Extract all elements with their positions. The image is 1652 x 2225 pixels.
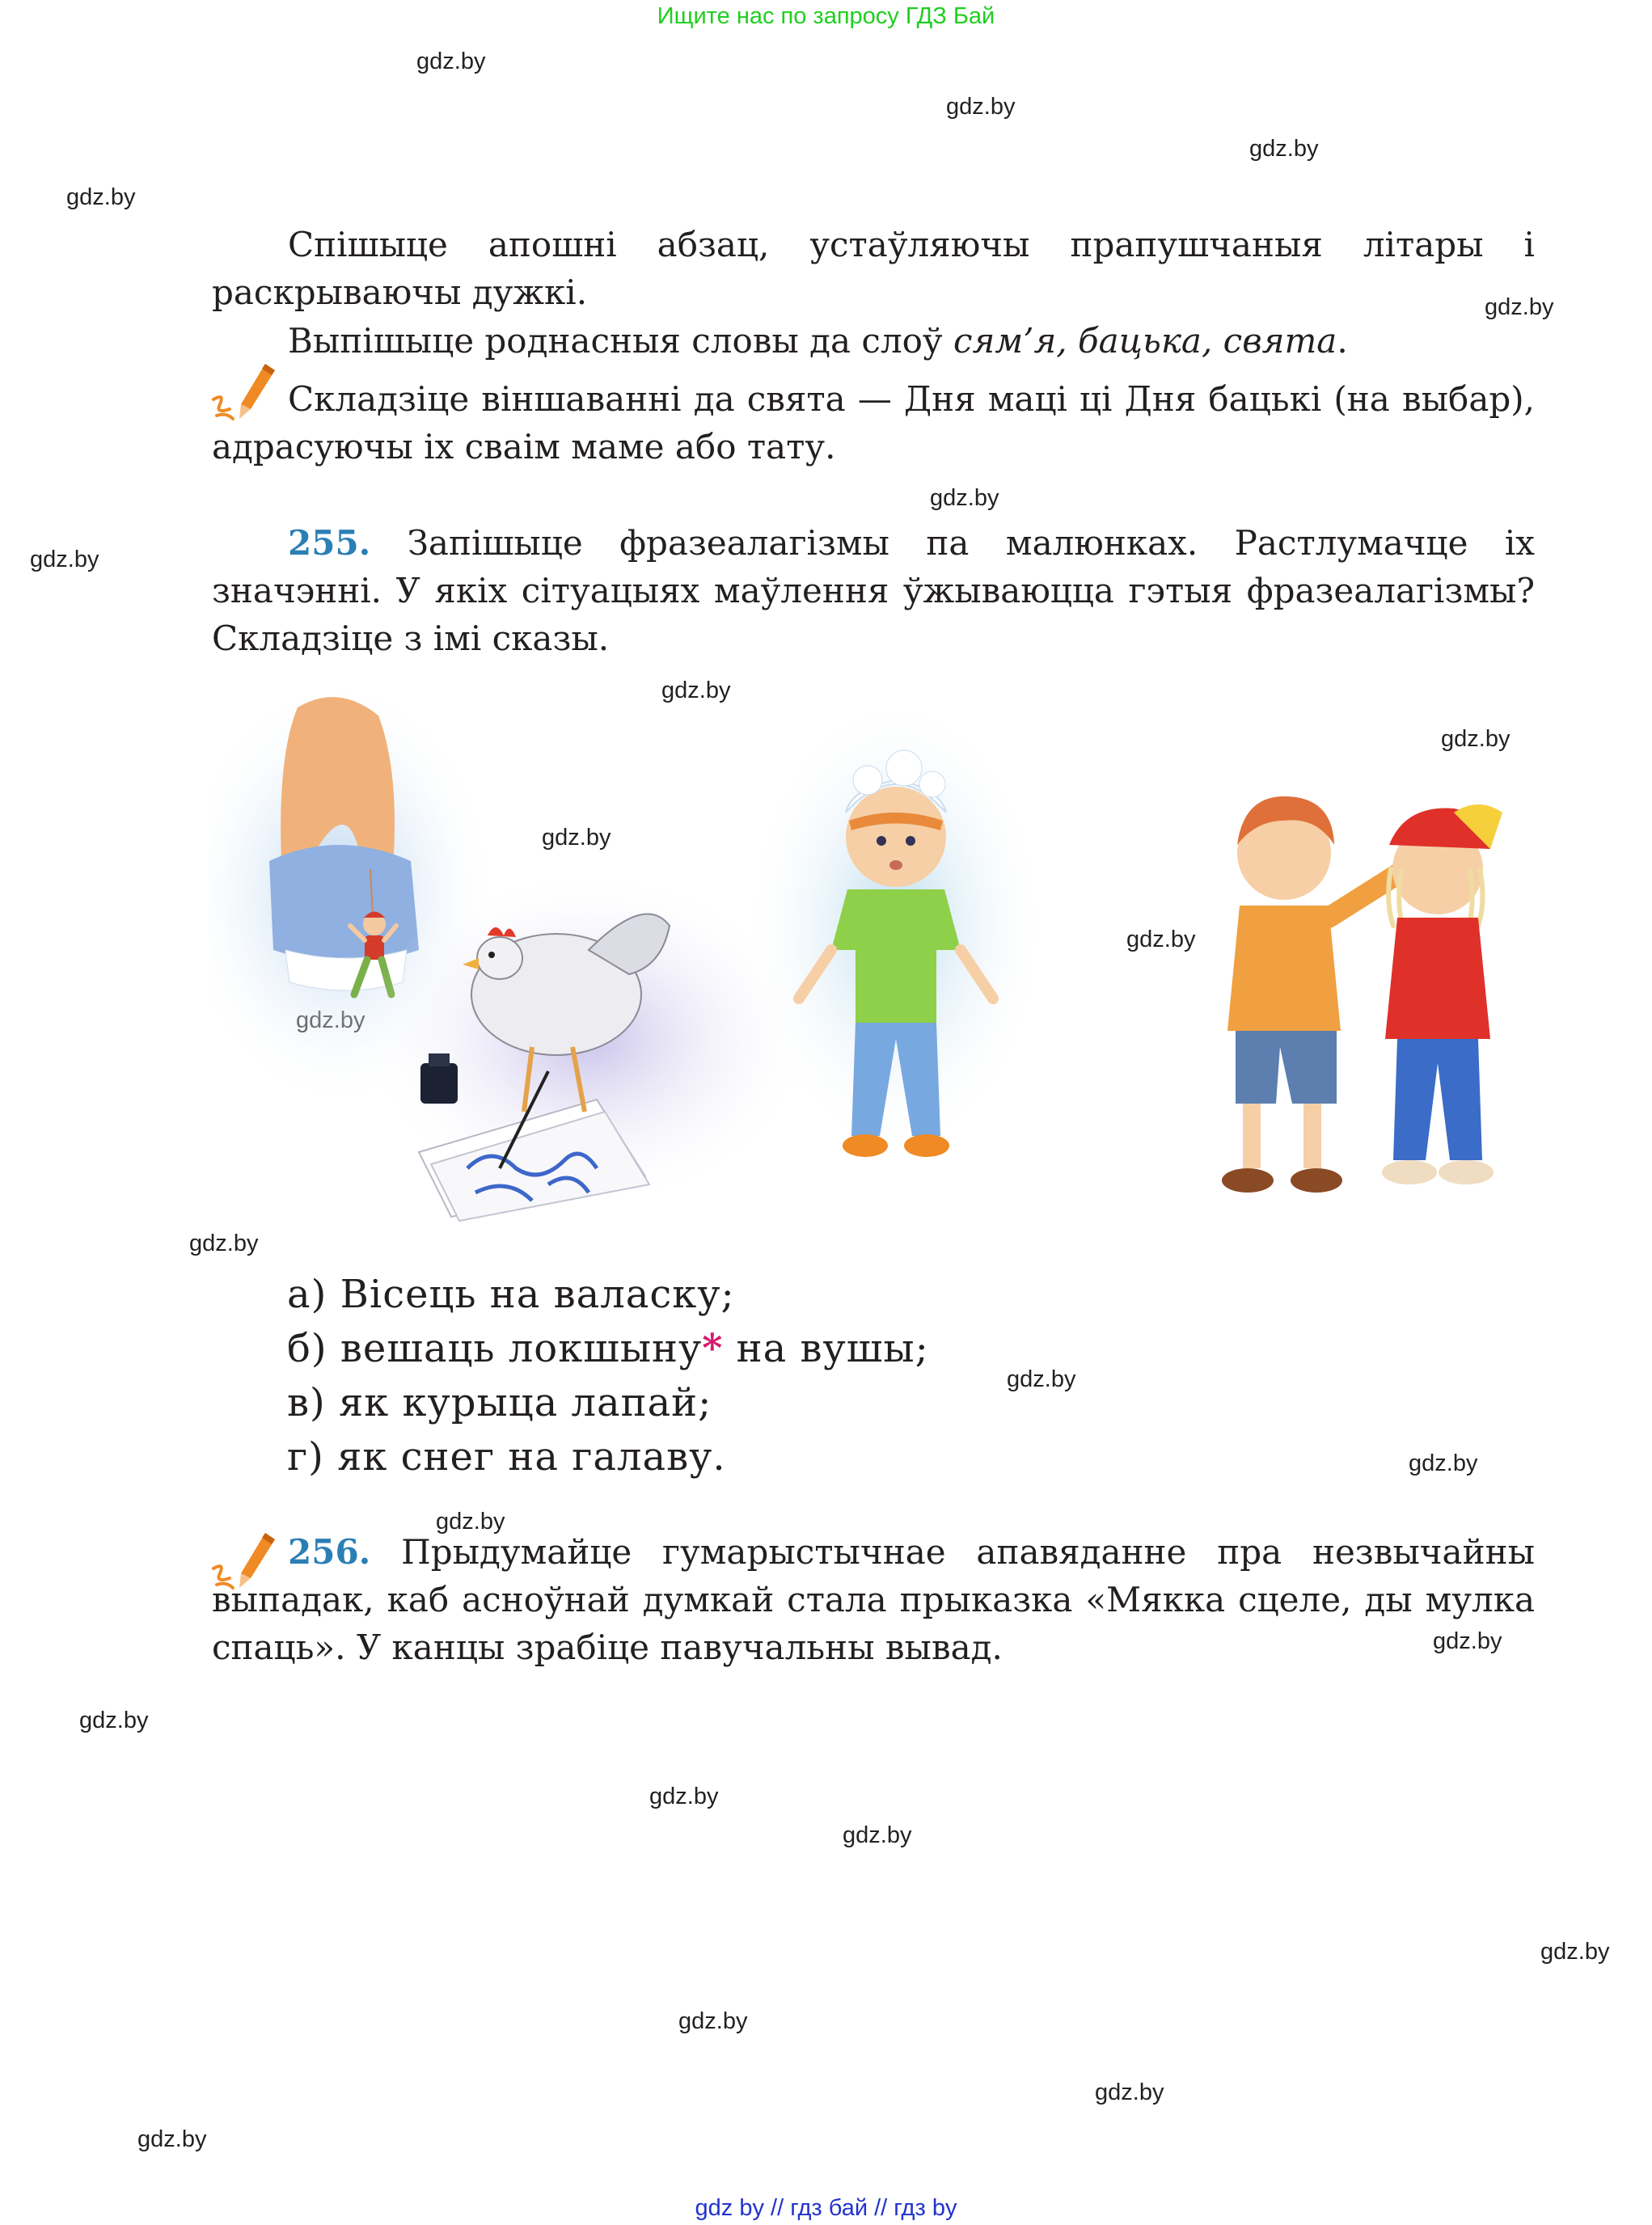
watermark: gdz.by <box>930 485 999 511</box>
watermark: gdz.by <box>30 547 99 572</box>
watermark: gdz.by <box>1441 726 1510 752</box>
watermark: gdz.by <box>678 2008 748 2034</box>
footer-links[interactable]: gdz by // гдз бай // гдз by <box>695 2195 957 2221</box>
watermark: gdz.by <box>1249 136 1319 162</box>
instruction-copy-text: Спішыце апошні абзац, устаўляючы прапушчаныя літары і раскрываючы дужкі. <box>212 225 1535 312</box>
watermark: gdz.by <box>946 94 1016 120</box>
phrase-c: в) як курыца лапай; <box>287 1380 712 1425</box>
instruction-copy-paragraph <box>212 221 1535 316</box>
exercise-256 <box>212 1528 1535 1671</box>
exercise-255-text: Запішыце фразеалагізмы па малюнках. Растлумачце іх значэнні. У якіх сітуацыях маўлення ўжываюцца гэтыя фразеалагізмы? Складзіце з імі сказы. <box>212 523 1535 658</box>
watermark: gdz.by <box>416 49 486 74</box>
watermark: gdz.by <box>79 1708 149 1733</box>
watermark: gdz.by <box>1126 927 1196 952</box>
watermark: gdz.by <box>66 184 136 210</box>
illustrations-panel <box>209 683 1535 1241</box>
related-words-end: . <box>1337 321 1348 361</box>
phrase-a: а) Вісець на валаску; <box>287 1272 735 1317</box>
top-banner[interactable]: Ищите нас по запросу ГДЗ Бай <box>657 3 995 29</box>
instruction-greetings <box>212 375 1535 471</box>
watermark: gdz.by <box>1540 1939 1610 1965</box>
exercise-255-number: 255. <box>288 523 371 563</box>
phrase-b-before: б) вешаць локшыну <box>287 1326 703 1371</box>
related-words-italic: сям’я, бацька, свята <box>953 321 1337 361</box>
watermark: gdz.by <box>1007 1366 1076 1392</box>
instruction-related-words <box>212 317 1535 365</box>
greetings-text: Складзіце віншаванні да свята — Дня маці ці Дня бацькі (на выбар), адрасуючы іх сваім маме або тату. <box>212 379 1535 467</box>
phrase-b <box>287 1322 929 1376</box>
phrase-b-asterisk: * <box>702 1326 724 1371</box>
illustration-boy-snow <box>742 691 1050 1160</box>
watermark: gdz.by <box>189 1231 259 1256</box>
related-words-text: Выпішыце роднасныя словы да слоў <box>288 321 953 361</box>
watermark: gdz.by <box>542 825 611 851</box>
watermark: gdz.by <box>137 2126 207 2152</box>
watermark: gdz.by <box>843 1822 912 1848</box>
watermark: gdz.by <box>649 1784 719 1809</box>
exercise-256-number: 256. <box>288 1532 371 1572</box>
illustration-boys-noodles <box>1222 796 1502 1193</box>
exercise-255 <box>212 519 1535 662</box>
watermark: gdz.by <box>1485 294 1554 320</box>
watermark: gdz.by <box>1433 1628 1502 1654</box>
watermark: gdz.by <box>1095 2079 1164 2105</box>
exercise-256-text: Прыдумайце гумарыстычнае апавяданне пра незвычайны выпадак, каб асноўнай думкай стала прыказка «Мякка сцеле, ды мулка спаць». У канцы зрабіце павучальны вывад. <box>212 1532 1535 1667</box>
phrase-d: г) як снег на галаву. <box>287 1434 726 1480</box>
watermark: gdz.by <box>436 1509 505 1535</box>
phrase-b-after: на вушы; <box>723 1326 929 1371</box>
watermark: gdz.by <box>1409 1450 1478 1476</box>
watermark: gdz.by <box>661 678 731 703</box>
